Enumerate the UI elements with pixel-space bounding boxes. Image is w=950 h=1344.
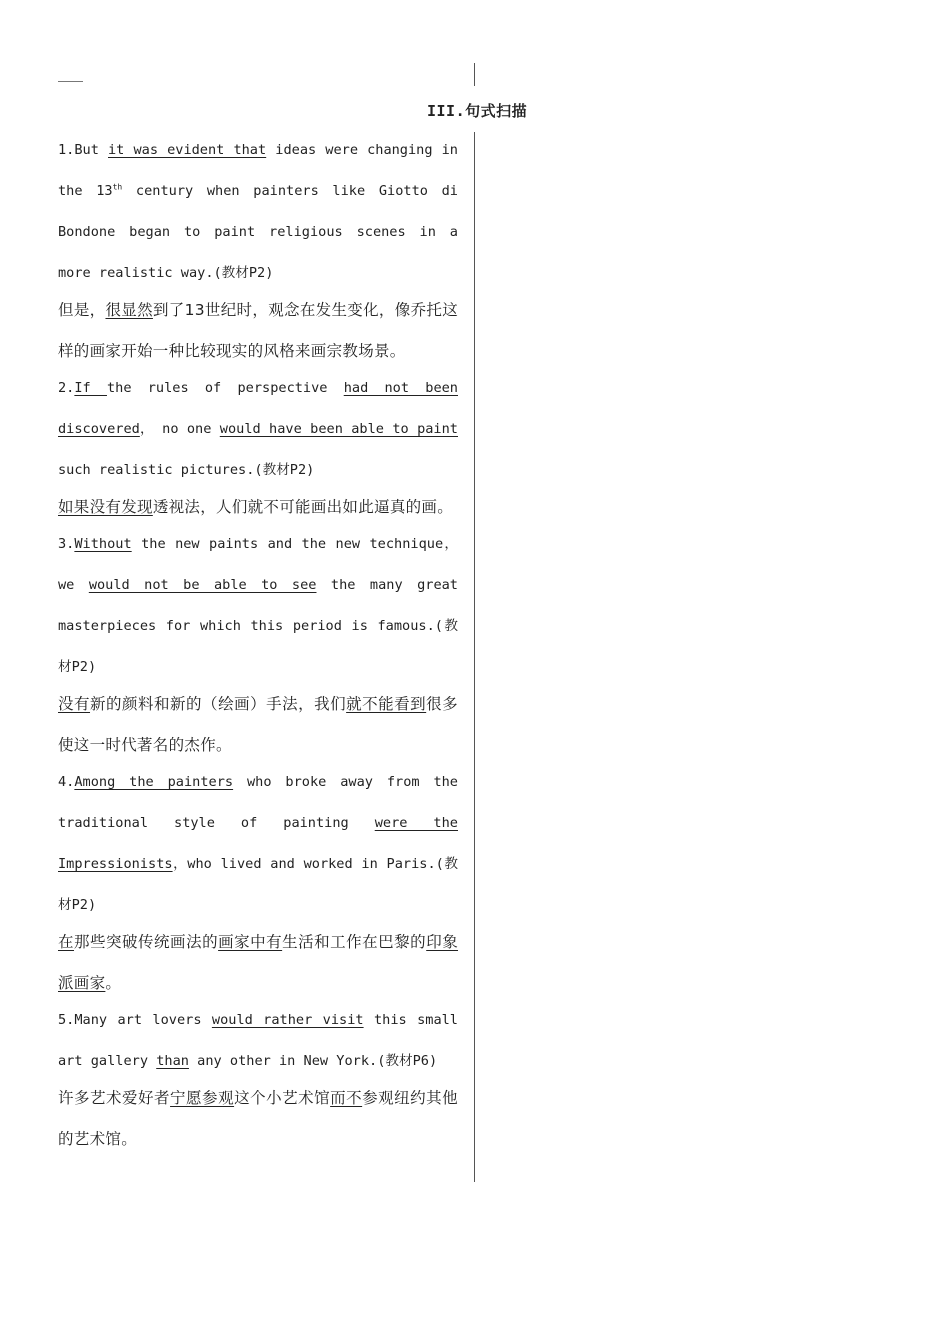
- chinese-translation: 但是，很显然到了13世纪时，观念在发生变化，像乔托这样的画家开始一种比较现实的风格来画宗教场景。: [58, 301, 459, 360]
- key-phrase-zh: 在: [58, 933, 75, 951]
- key-phrase-zh: 没有: [58, 695, 91, 713]
- key-phrase-zh: 印象派画家: [58, 933, 459, 992]
- key-phrase-zh: 宁愿参观: [170, 1089, 235, 1107]
- key-phrase: would rather visit: [211, 1012, 364, 1028]
- section-title: III.句式扫描: [427, 102, 528, 120]
- key-phrase-zh: 很显然: [105, 301, 153, 319]
- key-phrase: would have been able to paint: [219, 421, 458, 437]
- key-phrase: had not been discovered: [58, 380, 458, 437]
- chinese-translation: 许多艺术爱好者宁愿参观这个小艺术馆而不参观纽约其他的艺术馆。: [58, 1089, 458, 1148]
- english-sentence: 2.If the rules of perspective had not been discovered， no one would have been able to paint such realistic pictures.(教材P2): [58, 380, 458, 478]
- english-sentence: 4.Among the painters who broke away from the traditional style of painting were the Impressionists，who lived and worked in Paris.(教材P2): [58, 774, 458, 913]
- sentence-item-4: [58, 762, 458, 1004]
- sentence-list: [58, 130, 458, 1156]
- key-phrase: were the Impressionists: [58, 815, 458, 872]
- column-divider-top: [474, 63, 475, 86]
- key-phrase: it was evident that: [108, 142, 267, 158]
- sentence-item-2: [58, 368, 458, 528]
- key-phrase-zh: 而不: [330, 1089, 363, 1107]
- key-phrase: than: [156, 1053, 189, 1069]
- key-phrase: Without: [74, 536, 132, 552]
- english-sentence: 3.Without the new paints and the new technique，we would not be able to see the many great masterpieces for which this period is famous.(教材P2): [58, 536, 458, 675]
- header-dash: [58, 81, 83, 82]
- chinese-translation: 在那些突破传统画法的画家中有生活和工作在巴黎的印象派画家。: [58, 933, 459, 992]
- sentence-item-1: [58, 130, 458, 372]
- key-phrase-zh: 画家中有: [218, 933, 283, 951]
- key-phrase-zh: 如果没有发现: [58, 498, 153, 516]
- key-phrase-zh: 就不能看到: [346, 695, 427, 713]
- column-divider: [474, 132, 475, 1182]
- english-sentence: 5.Many art lovers would rather visit this small art gallery than any other in New York.(教材P6): [58, 1012, 458, 1069]
- chinese-translation: 没有新的颜料和新的（绘画）手法，我们就不能看到很多使这一时代著名的杰作。: [58, 695, 458, 754]
- key-phrase: Among the painters: [74, 774, 234, 790]
- english-sentence: 1.But it was evident that ideas were changing in the 13th century when painters like Giotto di Bondone began to paint religious scenes in a more realistic way.(教材P2): [58, 142, 458, 281]
- key-phrase: would not be able to see: [88, 577, 317, 593]
- chinese-translation: 如果没有发现透视法，人们就不可能画出如此逼真的画。: [58, 498, 454, 516]
- key-phrase: If: [74, 380, 107, 396]
- sentence-item-5: [58, 1000, 458, 1160]
- sentence-item-3: [58, 524, 458, 766]
